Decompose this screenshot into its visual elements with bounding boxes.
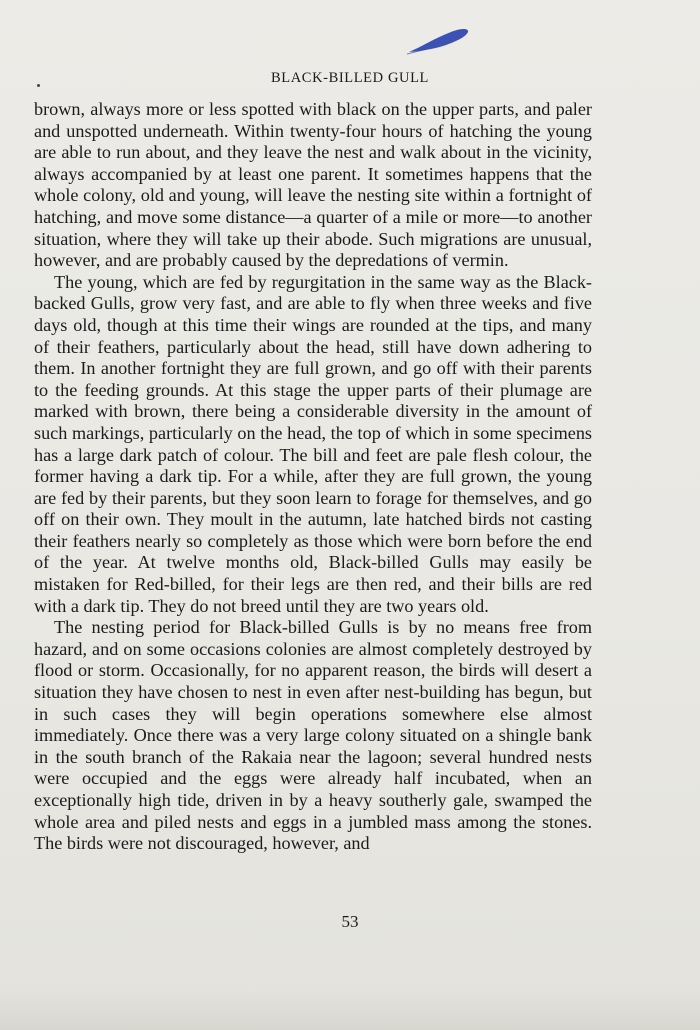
page-body (34, 99, 592, 855)
running-header: BLACK-BILLED GULL (271, 70, 429, 86)
paragraph-young-gulls: The young, which are fed by regurgitation in the same way as the Black-backed Gulls, grow very fast, and are able to fly when three weeks and five days old, though at this time their wings are rounded at the tips, and many of their feathers, particularly about the head, still have down adhering to them. In another fortnight they are full grown, and go off with their parents to the feeding grounds. At this stage the upper parts of their plumage are marked with brown, there being a considerable diversity in the amount of such markings, particularly on the head, the top of which in some specimens has a large dark patch of colour. The bill and feet are pale flesh colour, the former having a dark tip. For a while, after they are full grown, the young are fed by their parents, but they soon learn to forage for themselves, and go off on their own. They moult in the autumn, late hatched birds not casting their feathers nearly so completely as those which were born before the end of the year. At twelve months old, Black-billed Gulls may easily be mistaken for Red-billed, for their legs are then red, and their bills are red with a dark tip. They do not breed until they are two years old. (34, 271, 592, 616)
paragraph-nesting-hazards: The nesting period for Black-billed Gulls is by no means free from hazard, and on some occasions colonies are almost completely destroyed by flood or storm. Occasionally, for no apparent reason, the birds will desert a situation they have chosen to nest in even after nest-building has begun, but in such cases they will begin operations somewhere else almost immediately. Once there was a very large colony situated on a shingle bank in the south branch of the Rakaia near the lagoon; several hundred nests were occupied and the eggs were already half incubated, when an exceptionally high tide, driven in by a heavy southerly gale, swamped the whole area and piled nests and eggs in a jumbled mass among the stones. The birds were not discouraged, however, and (34, 617, 592, 854)
page-bottom-shade (0, 990, 700, 1030)
page-number: 53 (341, 912, 359, 931)
paragraph-continued: brown, always more or less spotted with black on the upper parts, and paler and unspotted underneath. Within twenty-four hours of hatching the young are able to run about, and they leave the nest and walk about in the vicinity, always accompanied by at least one parent. It sometimes happens that the whole colony, old and young, will leave the nesting site within a fortnight of hatching, and move some distance—a quarter of a mile or more—to another situation, where they will take up their abode. Such migrations are unusual, however, and are probably caused by the depredations of vermin. (34, 99, 592, 271)
ink-smudge-mark (405, 24, 471, 60)
